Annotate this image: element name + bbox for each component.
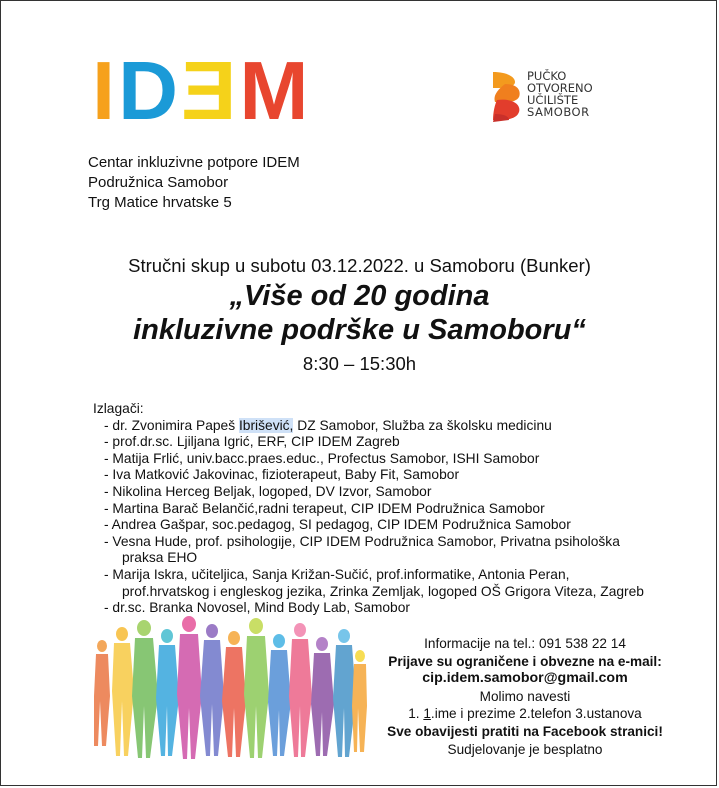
- exhibitor-item: - prof.dr.sc. Ljiljana Igrić, ERF, CIP IDEM Zagreb: [104, 434, 400, 450]
- pou-logo-mark-icon: [489, 70, 523, 124]
- exhibitor-item-1b: DZ Samobor, Služba za školsku medicinu: [293, 417, 552, 433]
- exhibitor-item: - Nikolina Herceg Beljak, logoped, DV Izvor, Samobor: [104, 483, 432, 499]
- highlighted-text[interactable]: Ibrišević,: [238, 417, 294, 433]
- exhibitor-item: - Matija Frlić, univ.bacc.praes.educ., Profectus Samobor, ISHI Samobor: [104, 450, 540, 466]
- address-block: [88, 153, 300, 213]
- info-please: Molimo navesti: [479, 688, 571, 704]
- idem-logo: [92, 44, 317, 137]
- pou-line-3: UČILIŠTE: [527, 93, 579, 107]
- pou-logo-text: [527, 70, 593, 118]
- exhibitor-item: - Vesna Hude, prof. psihologije, CIP IDEM Podružnica Samobor, Privatna psihološka: [104, 533, 620, 549]
- exhibitor-item-continuation: prof.hrvatskog i engleskog jezika, Zrinka Zemljak, logoped OŠ Grigora Viteza, Zagreb: [122, 583, 644, 599]
- pou-samobor-logo: [489, 70, 624, 125]
- pou-line-2: OTVORENO: [527, 81, 593, 95]
- info-block: [370, 635, 680, 758]
- info-fields-underlined: 1: [423, 706, 431, 722]
- exhibitor-item: [93, 418, 644, 435]
- idem-logo-letter-e: Ǝ: [181, 44, 235, 137]
- address-line-1: Centar inkluzivne potpore IDEM: [88, 154, 300, 171]
- info-fields-num: 1.: [408, 706, 424, 722]
- info-free: Sudjelovanje je besplatno: [447, 741, 603, 757]
- pou-line-4: SAMOBOR: [527, 105, 590, 119]
- exhibitor-item-continuation: praksa EHO: [122, 550, 198, 566]
- info-registration: Prijave su ograničene i obvezne na e-mail:: [388, 653, 662, 669]
- info-phone: Informacije na tel.: 091 538 22 14: [424, 636, 626, 651]
- exhibitor-item: - Marija Iskra, učiteljica, Sanja Križan-Sučić, prof.informatike, Antonia Peran,: [104, 566, 570, 582]
- people-illustration: [92, 616, 367, 761]
- event-description: Stručni skup u subotu 03.12.2022. u Samoboru (Bunker): [128, 255, 591, 276]
- event-title-line-2: inkluzivne podrške u Samoboru“: [133, 314, 586, 346]
- idem-logo-letter-i: I: [92, 44, 114, 137]
- exhibitor-item: - Iva Matković Jakovinac, fizioterapeut, Baby Fit, Samobor: [104, 467, 460, 483]
- address-line-3: Trg Matice hrvatske 5: [88, 194, 232, 211]
- info-fields-rest: .ime i prezime 2.telefon 3.ustanova: [430, 706, 642, 722]
- exhibitors-label: Izlagači:: [93, 401, 144, 416]
- info-fields: [370, 705, 680, 723]
- pou-line-1: PUČKO: [527, 69, 567, 83]
- exhibitor-item: - Andrea Gašpar, soc.pedagog, SI pedagog, CIP IDEM Podružnica Samobor: [104, 517, 571, 533]
- exhibitor-item: - dr.sc. Branka Novosel, Mind Body Lab, Samobor: [104, 600, 410, 616]
- info-facebook: Sve obavijesti pratiti na Facebook stranici!: [387, 723, 663, 739]
- event-time: 8:30 – 15:30h: [302, 353, 417, 374]
- address-line-2: Podružnica Samobor: [88, 174, 229, 191]
- event-title-line-1: „Više od 20 godina: [229, 280, 490, 312]
- exhibitor-item: - Martina Barač Belančić,radni terapeut, CIP IDEM Podružnica Samobor: [104, 500, 545, 516]
- event-title: [0, 279, 719, 347]
- exhibitors-list: [93, 401, 644, 617]
- info-email[interactable]: cip.idem.samobor@gmail.com: [422, 670, 628, 687]
- exhibitor-item-1a: - dr. Zvonimira Papeš: [104, 417, 239, 433]
- idem-logo-letter-d: D: [118, 44, 177, 137]
- idem-logo-letter-m: M: [239, 44, 307, 137]
